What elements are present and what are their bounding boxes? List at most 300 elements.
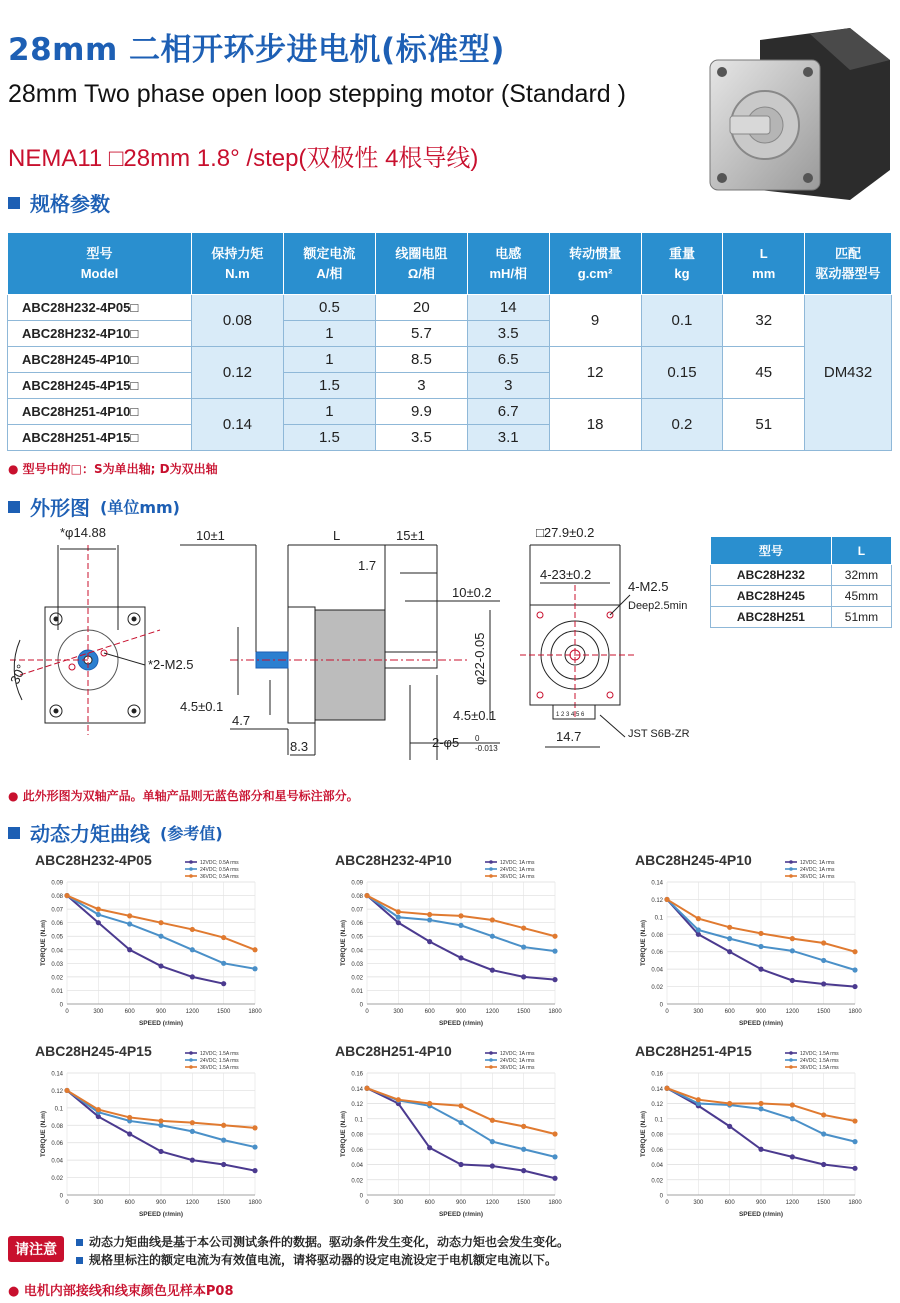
y-axis-label: TORQUE (N.m) <box>40 1110 47 1158</box>
data-point <box>64 1088 69 1093</box>
section-spec-label: 规格参数 <box>30 192 110 216</box>
y-tick-label: 0.06 <box>351 1147 363 1154</box>
data-point <box>821 958 826 963</box>
data-point <box>252 1144 257 1149</box>
x-axis-label: SPEED (r/min) <box>138 1211 184 1218</box>
y-tick-label: 0.04 <box>351 948 363 955</box>
x-tick-label: 900 <box>755 1009 767 1015</box>
legend-marker <box>489 1058 493 1062</box>
y-tick-label: 0.01 <box>351 988 363 995</box>
weight-cell: 0.1 <box>641 295 723 347</box>
y-axis-label: TORQUE (N.m) <box>340 919 347 967</box>
current-cell: 1 <box>283 321 375 347</box>
chart-plot <box>5 852 295 1042</box>
x-axis-label: SPEED (r/min) <box>438 1020 484 1027</box>
dim-boss: φ22-0.05 <box>472 632 487 685</box>
y-tick-label: 0.06 <box>51 1141 63 1148</box>
bullet-square-icon <box>8 197 20 209</box>
notice-list <box>76 1233 569 1269</box>
resistance-cell: 3 <box>375 373 467 399</box>
y-tick-label: 0 <box>659 1002 663 1009</box>
current-cell: 1 <box>283 399 375 425</box>
y-tick-label: 0.08 <box>51 894 63 901</box>
data-point <box>490 968 495 973</box>
legend-label: 36VDC; 1.5A rms <box>800 1065 839 1071</box>
x-tick-label: 1800 <box>548 1200 562 1206</box>
data-point <box>427 917 432 922</box>
data-point <box>790 1102 795 1107</box>
inertia-cell: 12 <box>549 347 641 399</box>
outline-drawing <box>0 515 710 780</box>
legend-marker <box>489 1051 493 1055</box>
data-point <box>252 1125 257 1130</box>
x-tick-label: 1200 <box>485 1200 500 1206</box>
x-tick-label: 1200 <box>185 1009 200 1015</box>
data-point <box>790 978 795 983</box>
x-tick-label: 300 <box>693 1009 704 1015</box>
side-view-body <box>315 610 385 720</box>
data-point <box>552 1131 557 1136</box>
y-tick-label: 0.04 <box>51 1158 63 1165</box>
data-point <box>427 1101 432 1106</box>
legend-label: 24VDC; 1.5A rms <box>200 1058 239 1064</box>
model-cell: ABC28H251-4P10□ <box>8 399 192 425</box>
inductance-cell: 3.1 <box>467 425 549 451</box>
data-point <box>727 949 732 954</box>
data-point <box>190 1158 195 1163</box>
chart-title: ABC28H251-4P10 <box>335 1043 452 1059</box>
x-tick-label: 0 <box>365 1200 369 1206</box>
data-point <box>758 1147 763 1152</box>
table-row <box>8 347 892 373</box>
data-point <box>458 1120 463 1125</box>
model-cell: ABC28H232-4P05□ <box>8 295 192 321</box>
x-tick-label: 0 <box>665 1009 669 1015</box>
section-outline-label: 外形图 <box>30 496 90 520</box>
dim-hole-spacing: 4-23±0.2 <box>540 567 592 582</box>
data-point <box>552 949 557 954</box>
data-point <box>490 1118 495 1123</box>
data-point <box>158 934 163 939</box>
x-tick-label: 1800 <box>848 1200 862 1206</box>
resistance-cell: 20 <box>375 295 467 321</box>
y-tick-label: 0.02 <box>351 975 363 982</box>
data-point <box>852 1166 857 1171</box>
y-tick-label: 0.03 <box>351 961 363 968</box>
data-point <box>221 981 226 986</box>
y-tick-label: 0.09 <box>351 880 363 887</box>
legend-label: 24VDC; 1A rms <box>800 867 835 873</box>
dim-shaft-tol-top: 0 <box>475 734 480 743</box>
x-tick-label: 600 <box>124 1009 135 1015</box>
y-tick-label: 0.04 <box>351 1163 363 1169</box>
data-point <box>221 961 226 966</box>
data-point <box>521 974 526 979</box>
y-tick-label: 0.04 <box>651 1163 663 1169</box>
length-model: ABC28H245 <box>711 586 832 607</box>
data-point <box>727 925 732 930</box>
legend-marker <box>489 1065 493 1069</box>
torque-chart <box>305 852 595 1042</box>
bullet-square-icon <box>76 1257 83 1264</box>
notice-text: 动态力矩曲线是基于本公司测试条件的数据。驱动条件发生变化，动态力矩也会发生变化。 <box>89 1235 570 1249</box>
x-tick-label: 600 <box>724 1009 735 1015</box>
legend-label: 12VDC; 1.5A rms <box>200 1051 239 1057</box>
data-point <box>521 1168 526 1173</box>
legend-marker <box>789 1051 793 1055</box>
notice-item <box>76 1233 569 1251</box>
inductance-cell: 3.5 <box>467 321 549 347</box>
spec-header: 重量 kg <box>641 233 723 295</box>
data-point <box>252 966 257 971</box>
weight-cell: 0.2 <box>641 399 723 451</box>
y-tick-label: 0.09 <box>51 880 63 887</box>
x-tick-label: 900 <box>455 1200 467 1206</box>
y-axis-label: TORQUE (N.m) <box>40 919 47 967</box>
y-tick-label: 0.08 <box>351 1132 363 1139</box>
data-point <box>252 947 257 952</box>
x-axis-label: SPEED (r/min) <box>738 1020 784 1027</box>
data-point <box>552 934 557 939</box>
y-axis-label: TORQUE (N.m) <box>640 919 647 967</box>
legend-label: 12VDC; 1A rms <box>500 860 535 866</box>
y-tick-label: 0.12 <box>651 1102 663 1108</box>
torque-chart <box>5 852 295 1042</box>
section-spec <box>8 188 110 217</box>
dim-square: □27.9±0.2 <box>536 525 595 540</box>
data-point <box>758 967 763 972</box>
holding-torque-cell: 0.08 <box>191 295 283 347</box>
data-point <box>490 1163 495 1168</box>
section-torque <box>8 818 223 847</box>
y-tick-label: 0.04 <box>651 967 663 974</box>
chart-plot <box>305 852 595 1042</box>
chart-title: ABC28H245-4P15 <box>35 1043 152 1059</box>
legend-label: 12VDC; 1A rms <box>800 860 835 866</box>
data-point <box>852 1118 857 1123</box>
model-cell: ABC28H245-4P10□ <box>8 347 192 373</box>
y-tick-label: 0 <box>359 1002 363 1009</box>
dim-rear-flat: 4.5±0.1 <box>180 699 224 714</box>
data-point <box>221 1123 226 1128</box>
y-tick-label: 0.07 <box>51 907 63 914</box>
y-tick-label: 0.02 <box>351 1178 363 1185</box>
spec-header: L mm <box>723 233 805 295</box>
data-point <box>158 963 163 968</box>
y-tick-label: 0.12 <box>651 897 663 904</box>
bullet-square-icon <box>8 501 20 513</box>
y-tick-label: 0.08 <box>51 1123 63 1130</box>
data-point <box>552 977 557 982</box>
legend-marker <box>189 874 193 878</box>
data-point <box>221 1162 226 1167</box>
data-point <box>96 1107 101 1112</box>
x-axis-label: SPEED (r/min) <box>138 1020 184 1027</box>
data-point <box>458 1162 463 1167</box>
x-tick-label: 1500 <box>816 1200 831 1206</box>
data-point <box>190 974 195 979</box>
data-point <box>521 944 526 949</box>
x-tick-label: 900 <box>155 1200 167 1206</box>
data-point <box>396 1097 401 1102</box>
y-tick-label: 0.06 <box>51 921 63 928</box>
x-tick-label: 0 <box>665 1200 669 1206</box>
y-tick-label: 0.06 <box>651 950 663 957</box>
data-point <box>727 1101 732 1106</box>
data-point <box>364 1086 369 1091</box>
y-tick-label: 0 <box>659 1193 663 1200</box>
y-tick-label: 0.07 <box>351 907 363 914</box>
model-cell: ABC28H232-4P10□ <box>8 321 192 347</box>
data-point <box>158 1149 163 1154</box>
y-tick-label: 0.06 <box>651 1147 663 1154</box>
y-tick-label: 0.14 <box>51 1071 63 1078</box>
weight-cell: 0.15 <box>641 347 723 399</box>
y-tick-label: 0.05 <box>51 934 63 941</box>
data-point <box>458 1103 463 1108</box>
y-tick-label: 0.05 <box>351 934 363 941</box>
dim-shaft-ext: 10±1 <box>196 528 225 543</box>
model-note: ● 型号中的□：S为单出轴; D为双出轴 <box>8 462 218 476</box>
y-tick-label: 0.12 <box>351 1102 363 1108</box>
spec-header: 额定电流 A/相 <box>283 233 375 295</box>
wiring-note: ● 电机内部接线和线束颜色见样本P08 <box>8 1284 234 1299</box>
data-point <box>396 909 401 914</box>
data-point <box>458 955 463 960</box>
data-point <box>852 984 857 989</box>
dim-connector: JST S6B-ZR <box>628 728 690 740</box>
x-tick-label: 300 <box>93 1200 104 1206</box>
current-cell: 1.5 <box>283 425 375 451</box>
data-point <box>190 927 195 932</box>
legend-label: 24VDC; 1A rms <box>500 867 535 873</box>
legend-marker <box>789 860 793 864</box>
data-point <box>158 920 163 925</box>
x-tick-label: 1200 <box>485 1009 500 1015</box>
data-point <box>190 947 195 952</box>
legend-label: 36VDC; 1A rms <box>800 874 835 880</box>
length-model: ABC28H251 <box>711 607 832 628</box>
x-tick-label: 300 <box>393 1009 404 1015</box>
y-tick-label: 0.1 <box>54 1106 63 1113</box>
inductance-cell: 14 <box>467 295 549 321</box>
x-tick-label: 900 <box>155 1009 167 1015</box>
data-point <box>64 893 69 898</box>
x-tick-label: 300 <box>93 1009 104 1015</box>
data-point <box>821 1131 826 1136</box>
spec-summary: NEMA11 □28mm 1.8° /step(双极性 4根导线) <box>8 145 479 172</box>
dim-83: 8.3 <box>290 739 309 754</box>
current-cell: 0.5 <box>283 295 375 321</box>
legend-marker <box>789 874 793 878</box>
length-table <box>710 536 892 628</box>
x-tick-label: 600 <box>424 1200 435 1206</box>
data-point <box>127 947 132 952</box>
torque-chart <box>5 1043 295 1233</box>
data-point <box>790 948 795 953</box>
data-point <box>852 967 857 972</box>
chart-plot <box>605 852 895 1042</box>
length-cell: 45 <box>723 347 805 399</box>
data-point <box>127 921 132 926</box>
dim-shaft-dia: 2-φ5 <box>432 735 460 750</box>
y-tick-label: 0.03 <box>51 961 63 968</box>
length-table-header: 型号 <box>711 537 832 565</box>
data-point <box>664 897 669 902</box>
data-point <box>127 1115 132 1120</box>
x-tick-label: 600 <box>724 1200 735 1206</box>
resistance-cell: 9.9 <box>375 399 467 425</box>
legend-marker <box>489 860 493 864</box>
y-axis-label: TORQUE (N.m) <box>340 1110 347 1158</box>
x-tick-label: 1500 <box>816 1009 831 1015</box>
legend-label: 24VDC; 0.5A rms <box>200 867 239 873</box>
y-tick-label: 0.14 <box>651 1086 663 1093</box>
inertia-cell: 18 <box>549 399 641 451</box>
current-cell: 1.5 <box>283 373 375 399</box>
y-tick-label: 0.02 <box>51 1176 63 1183</box>
data-point <box>490 934 495 939</box>
x-tick-label: 1500 <box>516 1009 531 1015</box>
chart-plot <box>5 1043 295 1233</box>
holding-torque-cell: 0.12 <box>191 347 283 399</box>
x-tick-label: 0 <box>365 1009 369 1015</box>
table-row <box>8 399 892 425</box>
y-tick-label: 0 <box>59 1193 63 1200</box>
section-torque-label: 动态力矩曲线 <box>30 822 150 846</box>
inductance-cell: 6.7 <box>467 399 549 425</box>
y-tick-label: 0.16 <box>651 1071 663 1078</box>
chart-title: ABC28H245-4P10 <box>635 852 752 868</box>
x-tick-label: 600 <box>424 1009 435 1015</box>
data-point <box>758 1101 763 1106</box>
current-cell: 1 <box>283 347 375 373</box>
length-cell: 32 <box>723 295 805 347</box>
legend-label: 36VDC; 1.5A rms <box>200 1065 239 1071</box>
driver-cell: DM432 <box>805 295 892 451</box>
chart-title: ABC28H251-4P15 <box>635 1043 752 1059</box>
dim-conn-width: 14.7 <box>556 729 582 744</box>
torque-chart <box>605 1043 895 1233</box>
data-point <box>190 1120 195 1125</box>
notice-badge: 请注意 <box>8 1236 64 1262</box>
y-tick-label: 0.1 <box>654 1117 663 1124</box>
y-tick-label: 0.02 <box>51 975 63 982</box>
notice-item <box>76 1251 569 1269</box>
legend-label: 12VDC; 0.5A rms <box>200 860 239 866</box>
data-point <box>96 912 101 917</box>
y-axis-label: TORQUE (N.m) <box>640 1110 647 1158</box>
spec-header: 型号 Model <box>8 233 192 295</box>
data-point <box>696 927 701 932</box>
legend-label: 24VDC; 1.5A rms <box>800 1058 839 1064</box>
y-tick-label: 0.01 <box>51 988 63 995</box>
x-axis-label: SPEED (r/min) <box>738 1211 784 1218</box>
x-tick-label: 1200 <box>785 1200 800 1206</box>
resistance-cell: 3.5 <box>375 425 467 451</box>
dim-conn-pins: 1 2 3 4 5 6 <box>556 712 585 718</box>
spec-header: 匹配 驱动器型号 <box>805 233 892 295</box>
legend-marker <box>489 874 493 878</box>
torque-chart <box>305 1043 595 1233</box>
resistance-cell: 8.5 <box>375 347 467 373</box>
legend-marker <box>189 1065 193 1069</box>
bullet-square-icon <box>8 827 20 839</box>
inductance-cell: 6.5 <box>467 347 549 373</box>
x-tick-label: 1800 <box>548 1009 562 1015</box>
chart-title: ABC28H232-4P05 <box>35 852 152 868</box>
inductance-cell: 3 <box>467 373 549 399</box>
x-tick-label: 300 <box>693 1200 704 1206</box>
data-point <box>427 939 432 944</box>
y-tick-label: 0.16 <box>351 1071 363 1078</box>
data-point <box>221 935 226 940</box>
legend-marker <box>189 1051 193 1055</box>
data-point <box>490 917 495 922</box>
legend-marker <box>189 860 193 864</box>
data-point <box>396 920 401 925</box>
dim-flat: 1.7 <box>358 558 377 573</box>
data-point <box>427 912 432 917</box>
legend-label: 24VDC; 1A rms <box>500 1058 535 1064</box>
data-point <box>427 1145 432 1150</box>
section-torque-ref: (参考值) <box>160 824 223 843</box>
length-value: 32mm <box>831 565 891 586</box>
page-subtitle: 28mm Two phase open loop stepping motor (Standard ) <box>8 80 626 108</box>
data-point <box>790 1154 795 1159</box>
y-tick-label: 0.06 <box>351 921 363 928</box>
table-row <box>711 586 892 607</box>
data-point <box>158 1118 163 1123</box>
data-point <box>552 1176 557 1181</box>
model-cell: ABC28H245-4P15□ <box>8 373 192 399</box>
table-row <box>8 295 892 321</box>
data-point <box>758 1106 763 1111</box>
bullet-square-icon <box>76 1239 83 1246</box>
resistance-cell: 5.7 <box>375 321 467 347</box>
page-title: 28mm 二相开环步进电机(标准型) <box>8 32 505 68</box>
x-tick-label: 600 <box>124 1200 135 1206</box>
spec-table <box>7 232 892 451</box>
y-tick-label: 0.02 <box>651 985 663 992</box>
data-point <box>790 936 795 941</box>
x-tick-label: 1500 <box>216 1200 231 1206</box>
legend-label: 36VDC; 0.5A rms <box>200 874 239 880</box>
model-cell: ABC28H251-4P15□ <box>8 425 192 451</box>
dim-flat-len: 10±0.2 <box>452 585 492 600</box>
x-tick-label: 1200 <box>185 1200 200 1206</box>
legend-marker <box>789 867 793 871</box>
y-tick-label: 0.08 <box>351 894 363 901</box>
data-point <box>458 923 463 928</box>
dim-angle: 30° <box>7 662 30 687</box>
data-point <box>521 1124 526 1129</box>
x-tick-label: 1800 <box>248 1009 262 1015</box>
data-point <box>821 1112 826 1117</box>
legend-label: 36VDC; 1A rms <box>500 1065 535 1071</box>
outline-note: ● 此外形图为双轴产品。单轴产品则无蓝色部分和星号标注部分。 <box>8 789 359 803</box>
x-tick-label: 1200 <box>785 1009 800 1015</box>
y-tick-label: 0.02 <box>651 1178 663 1185</box>
spec-header: 电感 mH/相 <box>467 233 549 295</box>
notice-text: 规格里标注的额定电流为有效值电流，请将驱动器的设定电流设定于电机额定电流以下。 <box>89 1253 558 1267</box>
data-point <box>458 913 463 918</box>
data-point <box>727 1124 732 1129</box>
data-point <box>252 1168 257 1173</box>
dim-front-flat: 4.5±0.1 <box>453 708 497 723</box>
x-tick-label: 1800 <box>848 1009 862 1015</box>
y-tick-label: 0.04 <box>51 948 63 955</box>
